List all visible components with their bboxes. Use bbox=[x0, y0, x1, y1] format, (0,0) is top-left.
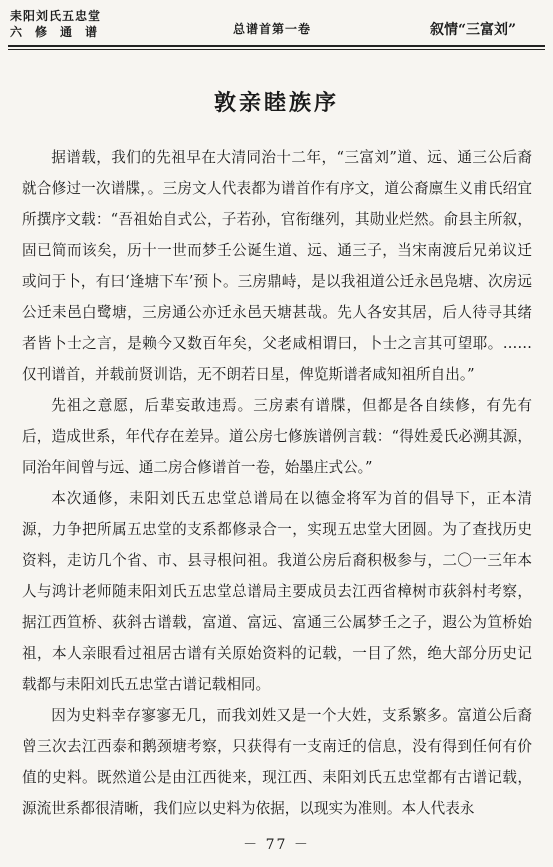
paragraph: 因为史料幸存寥寥无几，而我刘姓又是一个大姓，支系繁多。富道公后裔曾三次去江西泰和鹅颈塘考察，只获得有一支南迁的信息，没有得到任何有价值的史料。既然道公是由江西徙来，现江西、耒阳刘氏五忠堂都有古谱记载，源流世系都很清晰，我们应以史料为依据，以现实为准则。本人代表永 bbox=[22, 707, 532, 817]
paragraph: 先祖之意愿，后辈妄敢违焉。三房素有谱牒，但都是各自续修，有先有后，造成世系，年代存在差异。道公房七修族谱例言载：“得姓爰氏必溯其源，同治年间曾与远、通二房合修谱首一卷，始墨庄式公。” bbox=[22, 397, 532, 476]
paragraph: 据谱载，我们的先祖早在大清同治十二年，“三富刘”道、远、通三公后裔就合修过一次谱牒，。三房文人代表都为谱首作有序文，道公裔廪生义甫氏绍宜所撰序文载：“吾祖始自式公，子若孙，官衔继列，其勋业烂然。俞县主所叙，固已简而该矣，历十一世而梦壬公诞生道、远、通三子，当宋南渡后兄弟议迁或问于卜，有曰‘逢塘下车’预卜。三房鼎峙，是以我祖道公迁永邑凫塘、次房远公迁耒邑白鹭塘，三房通公亦迁永邑天塘甚哉。先人各安其居，后人待寻其绪者皆卜士之言，是赖今又数百年矣，父老咸相谓曰，卜士之言其可望耶。……仅刊谱首，并载前贤训诰，无不朗若日星，俾览斯谱者咸知祖所自出。” bbox=[22, 149, 532, 383]
header-book-title bbox=[10, 9, 120, 40]
article-body bbox=[22, 142, 532, 824]
running-header bbox=[0, 0, 553, 52]
header-rule-thick bbox=[8, 45, 545, 47]
page-number: － 77 － bbox=[243, 837, 310, 853]
header-rule-thin bbox=[8, 49, 545, 50]
paragraph: 本次通修，耒阳刘氏五忠堂总谱局在以德金将军为首的倡导下，正本清源，力争把所属五忠堂的支系都修录合一，实现五忠堂大团圆。为了查找历史资料，走访几个省、市、县寻根问祖。我道公房后裔积极参与，二〇一三年本人与鸿计老师随耒阳刘氏五忠堂总谱局主要成员去江西省樟树市荻斜村考察，据江西笪桥、荻斜古谱载，富道、富远、富通三公属梦壬之子，遐公为笪桥始祖，本人亲眼看过祖居古谱有关原始资料的记载，一目了然，绝大部分历史记载都与耒阳刘氏五忠堂古谱记载相同。 bbox=[22, 490, 532, 693]
header-volume: 总谱首第一卷 bbox=[233, 22, 312, 36]
header-book-title-line1: 耒阳刘氏五忠堂 bbox=[10, 9, 102, 23]
header-section: 叙情“三富刘” bbox=[430, 22, 517, 38]
article-title: 敦亲睦族序 bbox=[213, 90, 339, 116]
header-book-title-line2: 六修通谱 bbox=[10, 25, 111, 39]
